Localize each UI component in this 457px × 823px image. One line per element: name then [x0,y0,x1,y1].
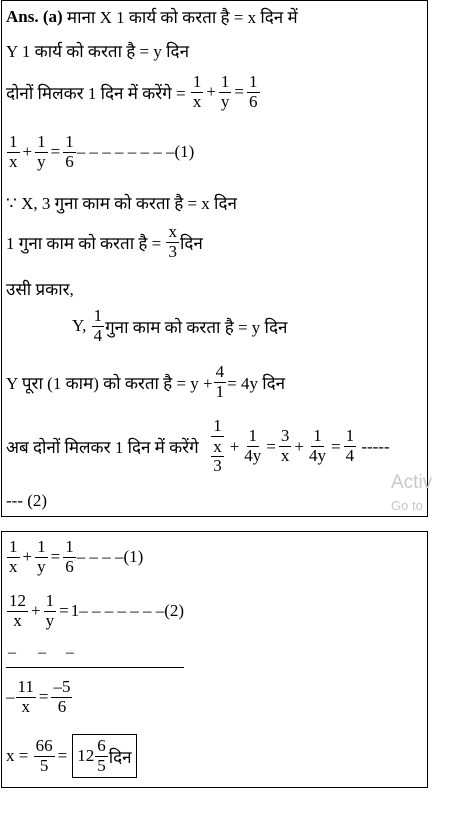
solve-equation-2 [6,592,184,630]
operator: = [50,547,61,567]
final-answer-box [72,734,136,778]
denominator: y [220,91,230,111]
fraction [63,538,76,576]
denominator: x [21,696,30,716]
fraction [208,417,227,476]
operator: + [22,547,33,567]
operator: + [31,601,41,621]
fraction [242,427,263,465]
operator: + [22,142,33,162]
difference-equation [6,678,73,716]
fraction [51,678,72,716]
denominator: 1 [215,381,225,401]
equation-tag: – – – – – – –(2) [79,601,185,621]
equation-tag: – – – –(1) [76,547,144,567]
numerator: 1 [213,416,222,435]
combined-equation-line [6,417,390,476]
denominator: x [280,446,290,466]
denominator: 4 [345,446,355,466]
fraction [92,307,105,345]
operator: = [330,436,341,456]
numerator: 1 [220,72,230,91]
numerator: 1 [248,426,258,446]
denominator: y [37,556,46,576]
numerator: 3 [280,426,290,446]
nested-fraction [211,438,224,476]
fraction [7,538,20,576]
fraction [247,73,260,111]
subtract-sign: – [38,644,46,661]
fraction [95,737,108,775]
equation-2-tag-line [6,491,47,511]
final-lhs: x = [6,746,29,766]
numerator: 12 [9,591,26,610]
denominator: 4y [244,446,262,466]
numerator: 1 [65,537,74,556]
fraction [35,133,48,171]
denominator: 5 [39,755,49,775]
numerator: 1 [37,132,46,151]
subtract-sign: – [66,644,74,661]
answer-line-2 [6,39,189,62]
fraction [166,223,179,261]
whole-part: 12 [77,746,95,766]
fraction [279,427,292,465]
operator: + [229,436,240,456]
denominator: 6 [65,556,74,576]
denominator: y [37,151,46,171]
denominator: 6 [249,91,258,111]
numerator: x [213,436,222,456]
denominator: x [13,610,22,630]
numerator: 1 [9,132,18,151]
similarly-line [6,277,74,300]
one-work-text: 1 गुना काम को करता है = [6,233,162,253]
denominator: 5 [97,755,106,775]
numerator: 6 [97,736,106,755]
denominator: 6 [57,696,67,716]
fraction [344,427,357,465]
numerator: 66 [35,736,53,755]
numerator: 11 [17,677,34,696]
y-full-text: Y पूरा (1 काम) को करता है = y + [6,373,213,393]
combined-equation-text: अब दोनों मिलकर 1 दिन में करेंगे [6,438,199,458]
numerator: 4 [215,362,225,381]
denominator: 4 [93,325,103,345]
dash-continuation: ----- [361,436,390,456]
fraction [307,427,328,465]
rhs-value: 1 [70,601,80,621]
answer-line-1 [6,5,298,28]
denominator [208,437,227,476]
fraction [214,363,227,401]
fraction [219,73,232,111]
numerator: 1 [313,426,322,446]
equation-tag: --- (2) [6,491,48,510]
numerator: –5 [53,677,71,696]
y-quarter-line [72,307,287,345]
answer-box [1,0,428,517]
fraction [44,592,57,630]
numerator: 1 [37,537,46,556]
denominator: 3 [213,456,222,476]
activation-watermark-sub: Go to [391,498,423,513]
assumption-y: Y 1 कार्य को करता है = y दिन [6,42,190,61]
subtract-sign: – [8,644,16,661]
numerator: 1 [93,306,103,325]
y-full-line [6,363,285,401]
y-full-result: = 4y दिन [227,373,286,393]
numerator: 1 [249,72,258,91]
combined-rate-line [6,73,261,111]
y-label: Y, [72,316,87,336]
denominator: x [9,556,18,576]
operator: = [234,82,245,102]
one-work-line [6,223,203,261]
subtraction-rule [6,667,184,668]
numerator: 1 [345,426,355,446]
numerator: 1 [65,132,74,151]
numerator: 1 [9,537,18,556]
operator: = [50,142,61,162]
similarly-text: उसी प्रकार, [6,280,74,299]
numerator: x [168,222,177,241]
because-text: ∵ X, 3 गुना काम को करता है = x दिन [6,194,237,213]
y-quarter-text: गुना काम को करता है = y दिन [105,317,288,337]
combined-rate-text: दोनों मिलकर 1 दिन में करेंगे = [6,83,186,103]
fraction [63,133,76,171]
solution-box [1,531,428,788]
denominator: 3 [168,241,177,261]
fraction [35,538,48,576]
unit-text: दिन [179,233,203,253]
denominator: 4y [308,446,326,466]
equation-1-line [6,133,194,171]
activation-watermark-title: Activ [391,472,433,493]
operator: = [266,436,276,456]
final-answer-line [6,734,137,778]
assumption-x: माना X 1 कार्य को करता है = x दिन में [66,8,298,27]
minus-sign: – [6,687,15,707]
numerator: 1 [45,591,55,610]
fraction [7,133,20,171]
operator: + [294,436,304,456]
unit-text: दिन [108,747,132,767]
denominator: x [192,91,202,111]
denominator: 6 [65,151,74,171]
equation-tag: – – – – – – – –(1) [76,142,195,162]
because-line [6,191,237,214]
fraction [34,737,55,775]
fraction [191,73,204,111]
answer-label: Ans. (a) [6,6,63,26]
fraction [7,592,28,630]
operator: = [38,687,49,707]
denominator: x [9,151,18,171]
denominator: y [45,610,55,630]
solve-equation-1 [6,538,143,576]
operator: = [57,746,68,766]
operator: + [206,82,216,102]
numerator: 1 [192,72,202,91]
operator: = [59,601,69,621]
fraction [16,678,36,716]
